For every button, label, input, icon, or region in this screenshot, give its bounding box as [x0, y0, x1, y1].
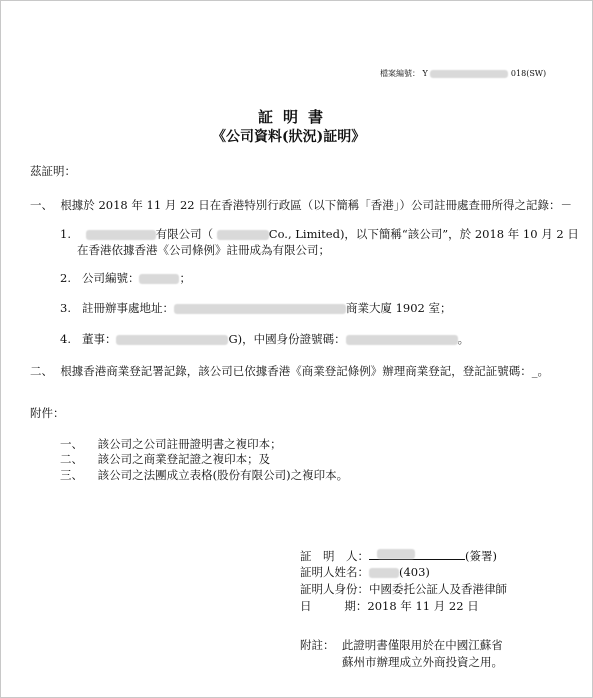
file-number: 檔案編號： Y 018(SW) — [380, 69, 547, 78]
attachments-heading: 附件： — [30, 406, 65, 420]
redaction — [430, 70, 508, 78]
redaction — [86, 230, 156, 240]
section-2: 二、 根據香港商業登記署記錄，該公司已依據香港《商業登記條例》辦理商業登記，登記証號碼：_。 — [30, 364, 550, 378]
redaction — [217, 230, 269, 240]
item-2: 2. 公司編號： ； — [60, 271, 191, 285]
item-1: 1. 有限公司（ Co., Limited)，以下簡稱“該公司”，於 2018 年 10 月 2 日 — [60, 227, 579, 241]
item-3: 3. 註冊辦事處地址： 商業大廈 1902 室； — [60, 301, 452, 315]
item-4: 4. 董事： G)，中國身份證號碼： 。 — [60, 332, 470, 346]
attachment-item: 三、 該公司之法團成立表格(股份有限公司)之複印本。 — [60, 468, 349, 482]
attachment-item: 一、 該公司之公司註冊證明書之複印本； — [60, 437, 282, 451]
redaction — [174, 304, 346, 314]
redaction — [346, 335, 458, 345]
note-line1: 附註： 此證明書僅限用於在中國江蘇省 — [300, 638, 503, 652]
redaction — [116, 335, 228, 345]
document-subtitle: 《公司資料(狀況)証明》 — [212, 129, 366, 145]
section-1: 一、 根據於 2018 年 11 月 22 日在香港特別行政區（以下簡稱「香港」）公司註冊處查冊所得之記錄：－ — [30, 198, 573, 212]
signer-identity: 証明人身份：中國委托公証人及香港律師 — [300, 582, 507, 596]
signer-name-line: 証明人姓名： (403) — [300, 565, 430, 579]
document-title: 証明書 — [258, 108, 334, 126]
signer-line: 証 明 人： (簽署) — [300, 549, 497, 563]
redaction — [369, 568, 399, 578]
note-line2: 蘇州市辦理成立外商投資之用。 — [342, 655, 503, 669]
item-1-line2: 在香港依據香港《公司條例》註冊成為有限公司； — [77, 243, 330, 257]
attachment-item: 二、 該公司之商業登記證之複印本；及 — [60, 452, 271, 466]
redaction — [377, 549, 415, 559]
intro-text: 茲証明： — [30, 164, 76, 178]
redaction — [139, 274, 179, 284]
sign-date: 日 期：2018 年 11 月 22 日 — [300, 599, 479, 613]
